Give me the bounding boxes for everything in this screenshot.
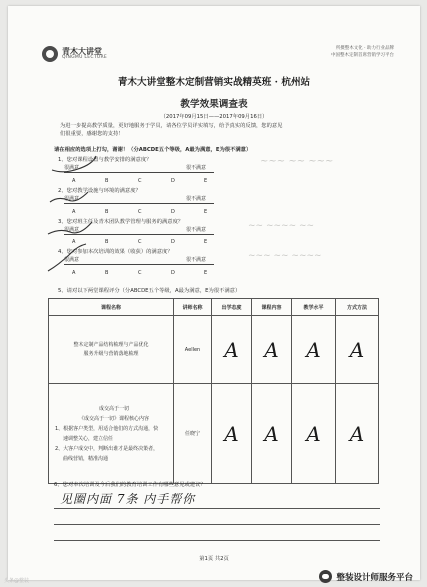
grade-cell[interactable] (292, 384, 336, 484)
grade-c[interactable]: C (138, 178, 142, 184)
header-lecturer: 讲师名称 (174, 299, 212, 316)
scale-left-label: 很满意 (64, 257, 80, 263)
grade-c[interactable]: C (138, 270, 142, 276)
survey-paper (8, 6, 420, 580)
scale-right-label: 很不满意 (186, 165, 207, 171)
handwritten-grade: A (306, 421, 321, 446)
bleed-through-scribble: ~~~ ~~ ~~~ (260, 156, 334, 167)
grade-cell[interactable] (336, 384, 379, 484)
grade-cell[interactable] (336, 316, 379, 384)
logo-cn-text: 青木大讲堂 (62, 46, 102, 56)
grade-a[interactable]: A (72, 178, 76, 184)
question-5: 5、请对以下两堂课程评分（分ABCDE五个等级，A最为满意，E为很不满意） (58, 288, 241, 294)
course-line: 整木定制产品结构梳理与产品优化 (73, 341, 149, 348)
course-line: 速调整关心，建立信任 (63, 435, 114, 442)
scale-left-label: 很满意 (64, 227, 80, 233)
watermark-text: 整装设计师服务平台 (336, 572, 413, 583)
course-line: 服务升级与营销落地梳理 (83, 350, 139, 357)
grade-cell[interactable] (292, 316, 336, 384)
scale-right-label: 很不满意 (186, 257, 207, 263)
scale-right-label: 很不满意 (186, 196, 207, 202)
header-teaching-level: 教学水平 (292, 299, 336, 316)
handwritten-grade: A (349, 421, 365, 446)
grade-a[interactable]: A (72, 209, 76, 215)
bleed-through-scribble: ~~~ ~~ ~~~~ (248, 251, 322, 261)
watermark-badge (319, 570, 413, 583)
grade-d[interactable]: D (171, 239, 175, 245)
grade-e[interactable]: E (204, 239, 208, 245)
course-line: 成交高于一切 (98, 405, 129, 412)
lecturer-cell: 任晓宁 (174, 384, 212, 484)
course-line: 曲线营销，精准沟通 (63, 455, 109, 462)
header-attitude: 出学态度 (212, 299, 252, 316)
course-line: 《成交高于一切》课程核心内容 (78, 415, 149, 422)
grade-d[interactable]: D (171, 270, 175, 276)
header-course-name: 课程名称 (49, 299, 174, 316)
table-row (49, 316, 379, 384)
answer-line (54, 524, 380, 525)
intro-line: 为进一步提高教学质量，更好地服务于学员，请各位学员详实填写，给予真实的反馈，您的意见 (60, 123, 283, 129)
header-content: 课程内容 (252, 299, 292, 316)
question-1: 1、您对课程设置与教学安排的满意度？ (58, 157, 152, 163)
grade-c[interactable]: C (138, 209, 142, 215)
document-title: 青木大讲堂整木定制营销实战精英班 · 杭州站 (117, 77, 311, 88)
slogan-line: 中国整木定制首席营销学习平台 (331, 52, 394, 58)
table-header-row (49, 299, 379, 316)
page-number: 第1页 共2页 (199, 556, 229, 562)
grade-c[interactable]: C (138, 239, 142, 245)
grade-e[interactable]: E (204, 178, 208, 184)
grade-b[interactable]: B (105, 178, 109, 184)
grade-cell[interactable] (212, 384, 252, 484)
bleed-through-scribble: ~~ ~~~~ ~~ (248, 221, 315, 231)
document-date: （2017年09月15日——2017年09月16日） (160, 114, 268, 120)
chat-bubble-icon (319, 570, 332, 583)
course-line: 1、根据客户类型，用适合他们的方式沟通，快 (55, 425, 159, 432)
handwritten-grade: A (264, 337, 279, 362)
grade-b[interactable]: B (105, 270, 109, 276)
lecturer-cell: Aellen (174, 316, 212, 384)
handwritten-answer[interactable]: 见圈内面 7条 内手帮你 (60, 492, 196, 506)
instruction-text: 请在相应的选项上打勾，谢谢！（分ABCDE五个等级，A最为满意，E为很不满意） (54, 147, 252, 153)
handwritten-grade: A (264, 421, 279, 446)
check-stroke-q2 (50, 192, 88, 202)
handwritten-grade: A (224, 421, 239, 446)
grade-a[interactable]: A (72, 239, 76, 245)
document-subtitle: 教学效果调查表 (180, 99, 248, 110)
table-row (49, 384, 379, 484)
answer-line (54, 508, 380, 509)
grade-cell[interactable] (252, 316, 292, 384)
handwritten-grade: A (306, 337, 321, 362)
grade-cell[interactable] (252, 384, 292, 484)
course-line: 2、大客户成交中，判断出谁才是最终决策者， (55, 445, 159, 452)
question-4: 4、您对参加本次培训的效果（收获）的满意度？ (58, 249, 173, 255)
grade-e[interactable]: E (204, 209, 208, 215)
check-stroke-q3 (48, 222, 92, 234)
check-stroke-q1 (52, 156, 96, 172)
watermark-left: 头条@整装 (4, 578, 30, 584)
grade-b[interactable]: B (105, 239, 109, 245)
handwritten-grade: A (349, 337, 365, 362)
grade-cell[interactable] (212, 316, 252, 384)
grade-a[interactable]: A (72, 270, 76, 276)
scale-left-label: 很满意 (64, 165, 80, 171)
course-name-cell (49, 384, 174, 484)
question-2: 2、您对教学设施与环境的满意度？ (58, 188, 141, 194)
intro-line: 们很重要，感谢您的支持！ (60, 131, 124, 137)
slogan-line: 所摄整木文化 · 助力行业品牌 (335, 46, 394, 51)
check-stroke-q4 (48, 244, 86, 271)
grade-e[interactable]: E (204, 270, 208, 276)
grade-b[interactable]: B (105, 209, 109, 215)
question-6: 6、您对本次培训及今后我们的教育培训工作有哪些意见或建议？ (54, 482, 206, 488)
logo-en-text: QINGMU LECTURE (62, 54, 108, 60)
course-rating-table (48, 298, 379, 484)
scale-left-label: 很满意 (64, 196, 80, 202)
grade-d[interactable]: D (171, 178, 175, 184)
grade-d[interactable]: D (171, 209, 175, 215)
handwritten-grade: A (224, 337, 239, 362)
answer-line (54, 540, 380, 541)
scale-right-label: 很不满意 (186, 227, 207, 233)
header-method: 方式方法 (336, 299, 379, 316)
question-3: 3、您对班主任及青木团队教学管理与服务的满意度？ (58, 219, 184, 225)
course-name-cell (49, 316, 174, 384)
